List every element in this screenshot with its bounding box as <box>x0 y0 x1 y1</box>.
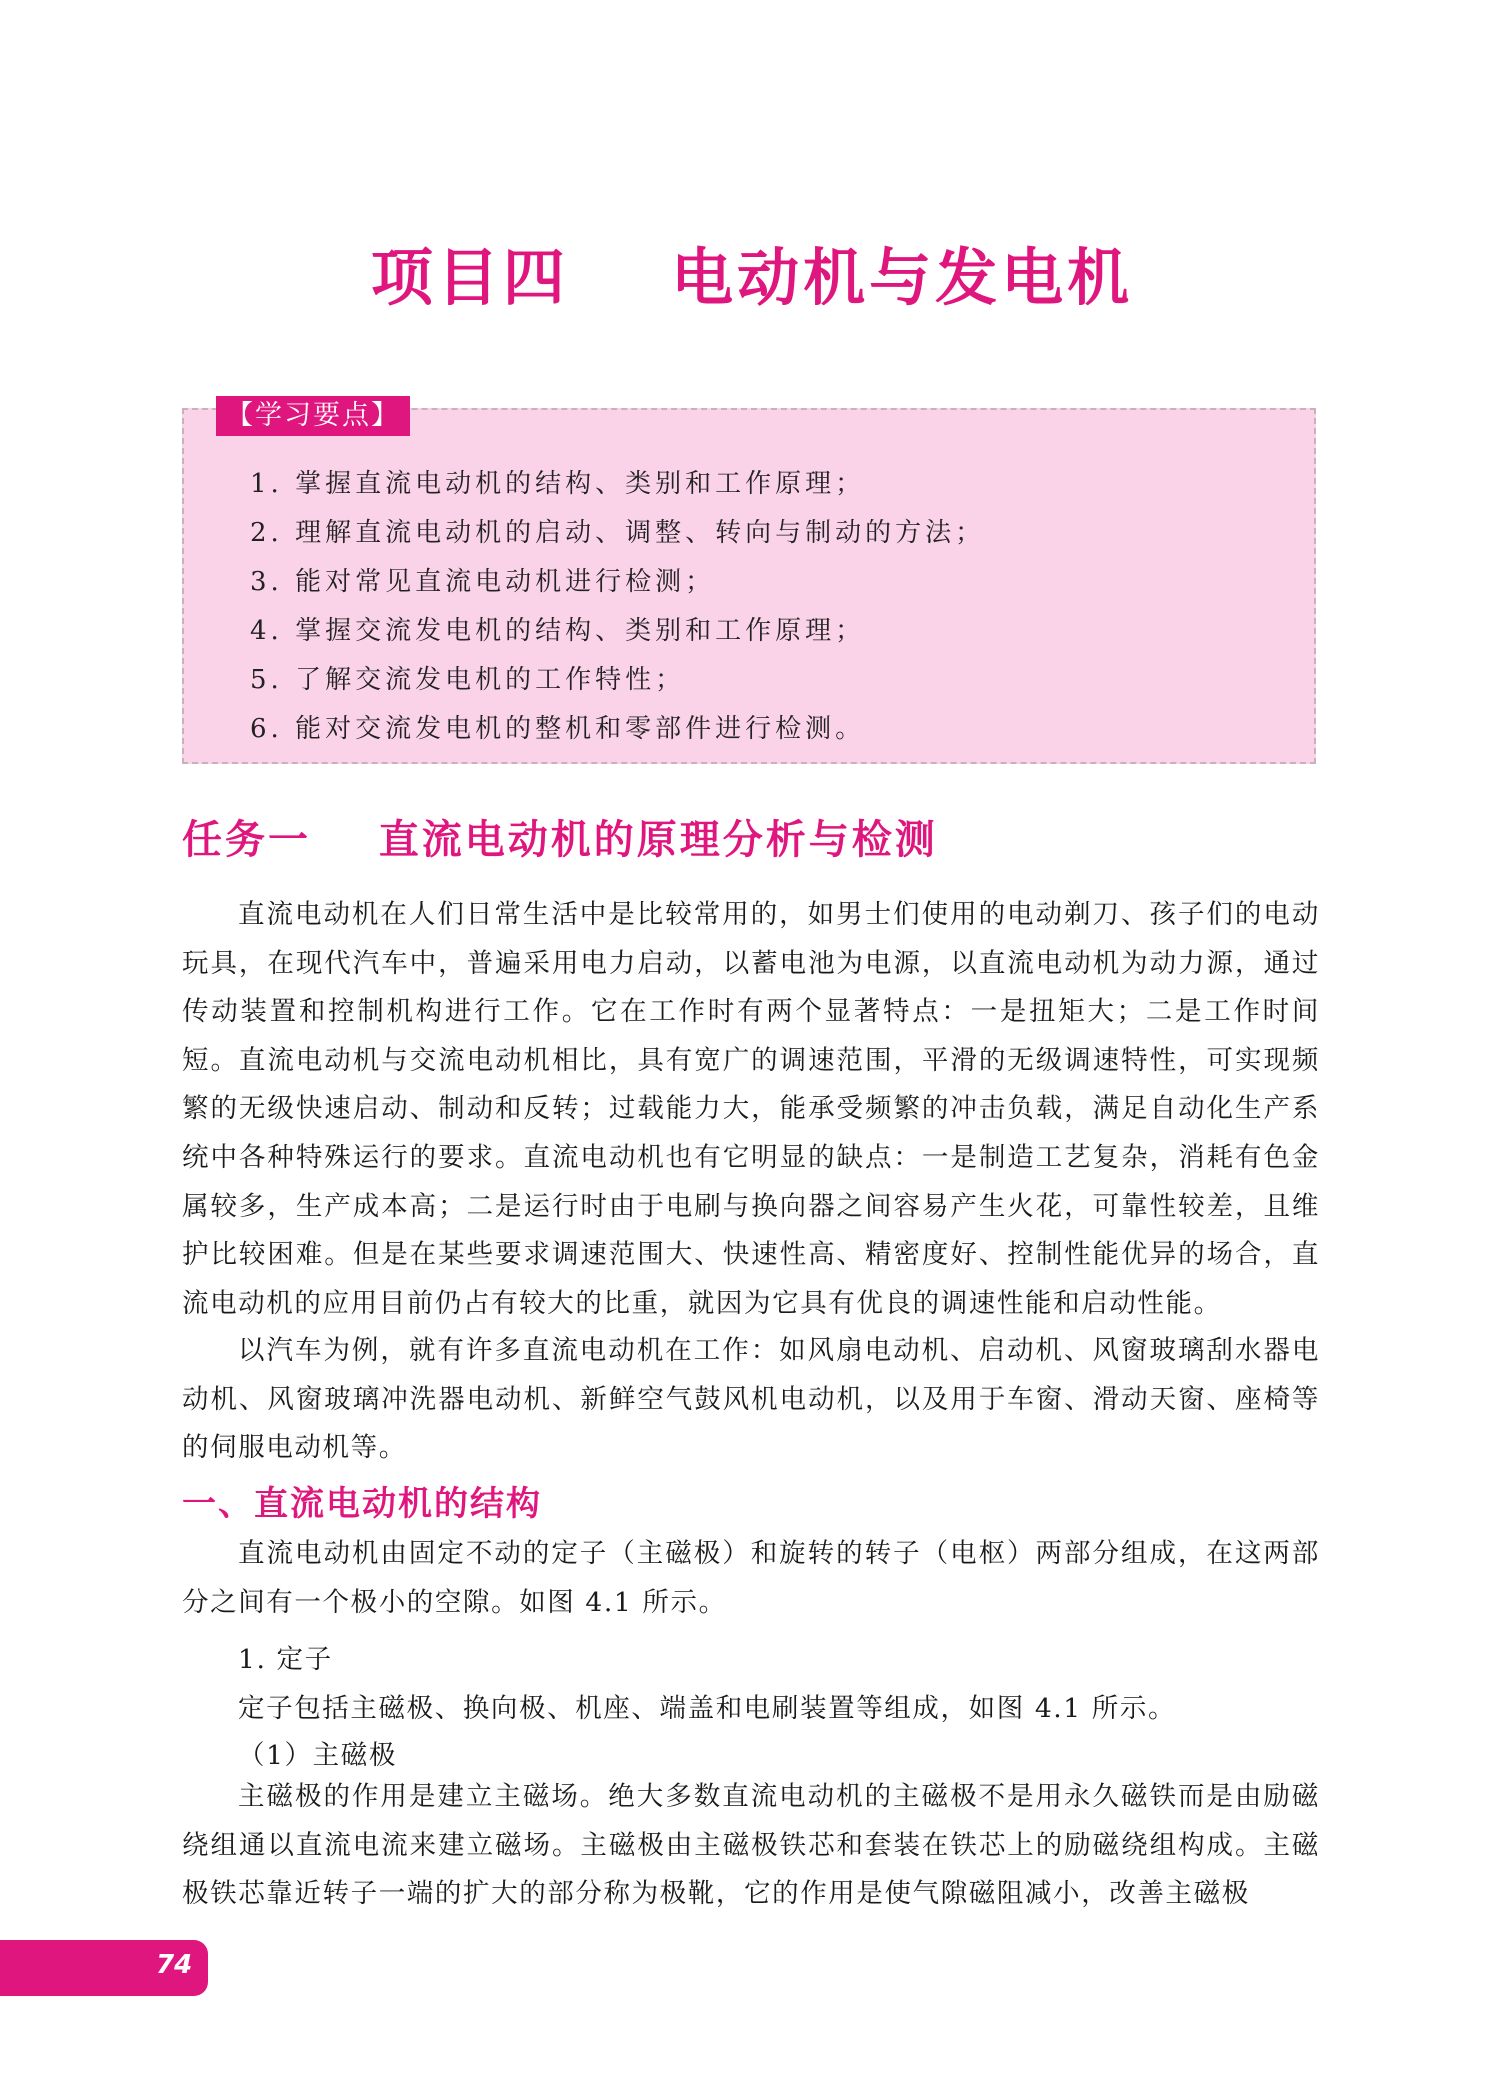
learning-points-box <box>182 400 1316 764</box>
page-number: 74 <box>156 1950 193 1980</box>
learning-point: 5. 了解交流发电机的工作特性； <box>250 665 686 695</box>
subsection-title: （1）主磁极 <box>238 1740 397 1771</box>
learning-point: 2. 理解直流电动机的启动、调整、转向与制动的方法； <box>250 518 986 548</box>
learning-point: 1. 掌握直流电动机的结构、类别和工作原理； <box>250 469 866 499</box>
body-paragraph: 主磁极的作用是建立主磁场。绝大多数直流电动机的主磁极不是用永久磁铁而是由励磁绕组通以直流电流来建立磁场。主磁极由主磁极铁芯和套装在铁芯上的励磁绕组构成。主磁极铁芯靠近转子一端的扩大的部分称为极靴，它的作用是使气隙磁阻减小，改善主磁极 <box>182 1781 1320 1910</box>
body-paragraph: 以汽车为例，就有许多直流电动机在工作：如风扇电动机、启动机、风窗玻璃刮水器电动机、风窗玻璃冲洗器电动机、新鲜空气鼓风机电动机，以及用于车窗、滑动天窗、座椅等的伺服电动机等。 <box>182 1335 1320 1464</box>
subsection-title: 1. 定子 <box>238 1644 333 1675</box>
learning-point: 4. 掌握交流发电机的结构、类别和工作原理； <box>250 616 866 646</box>
body-paragraph: 直流电动机由固定不动的定子（主磁极）和旋转的转子（电枢）两部分组成，在这两部分之间有一个极小的空隙。如图 4.1 所示。 <box>182 1538 1320 1618</box>
learning-point: 6. 能对交流发电机的整机和零部件进行检测。 <box>250 714 866 744</box>
section-title: 一、直流电动机的结构 <box>182 1484 542 1524</box>
learning-point: 3. 能对常见直流电动机进行检测； <box>250 567 716 597</box>
body-paragraph: 定子包括主磁极、换向极、机座、端盖和电刷装置等组成，如图 4.1 所示。 <box>238 1693 1177 1724</box>
learning-points-header: 【学习要点】 <box>216 396 410 436</box>
chapter-title: 项目四 电动机与发电机 <box>370 241 1134 314</box>
body-paragraph: 直流电动机在人们日常生活中是比较常用的，如男士们使用的电动剃刀、孩子们的电动玩具，在现代汽车中，普遍采用电力启动，以蓄电池为电源，以直流电动机为动力源，通过传动装置和控制机构进行工作。它在工作时有两个显著特点：一是扭矩大；二是工作时间短。直流电动机与交流电动机相比，具有宽广的调速范围，平滑的无级调速特性，可实现频繁的无级快速启动、制动和反转；过载能力大，能承受频繁的冲击负载，满足自动化生产系统中各种特殊运行的要求。直流电动机也有它明显的缺点：一是制造工艺复杂，消耗有色金属较多，生产成本高；二是运行时由于电刷与换向器之间容易产生火花，可靠性较差，且维护比较困难。但是在某些要求调速范围大、快速性高、精密度好、控制性能优异的场合，直流电动机的应用目前仍占有较大的比重，就因为它具有优良的调速性能和启动性能。 <box>182 899 1320 1319</box>
learning-points-list <box>250 460 985 754</box>
task-title: 任务一 直流电动机的原理分析与检测 <box>182 817 938 863</box>
